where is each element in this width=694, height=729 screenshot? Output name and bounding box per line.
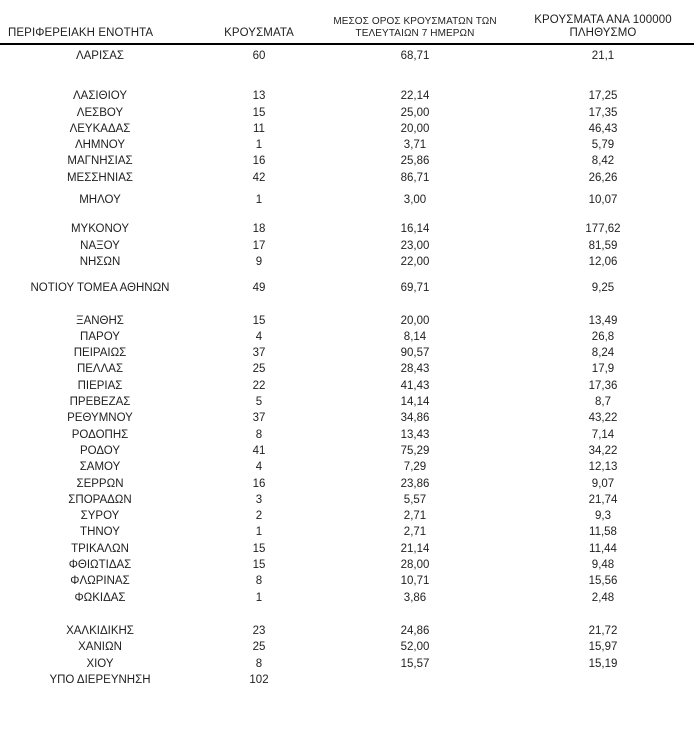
column-header-avg7-line2: ΤΕΛΕΥΤΑΙΩΝ 7 ΗΜΕΡΩΝ bbox=[355, 28, 475, 39]
table-row bbox=[0, 524, 694, 540]
table-row bbox=[0, 443, 694, 459]
per100k-cell: 26,8 bbox=[591, 330, 615, 343]
per100k-cell: 15,19 bbox=[588, 657, 618, 670]
cases-cell: 1 bbox=[255, 194, 263, 207]
region-cell: ΧΙΟΥ bbox=[86, 657, 114, 670]
region-cell: ΦΛΩΡΙΝΑΣ bbox=[70, 575, 130, 588]
cases-cell: 8 bbox=[255, 575, 263, 588]
table-row bbox=[0, 48, 694, 64]
cases-cell: 16 bbox=[252, 477, 266, 490]
per100k-cell: 13,49 bbox=[588, 314, 618, 327]
per100k-cell: 17,36 bbox=[588, 379, 618, 392]
cases-cell: 4 bbox=[255, 330, 263, 343]
region-cell: ΜΥΚΟΝΟΥ bbox=[70, 223, 130, 236]
per100k-cell: 10,07 bbox=[588, 194, 618, 207]
avg7-cell: 13,43 bbox=[400, 428, 430, 441]
table-row bbox=[0, 459, 694, 475]
per100k-cell: 17,9 bbox=[591, 363, 615, 376]
table-row bbox=[0, 137, 694, 153]
cases-cell: 4 bbox=[255, 461, 263, 474]
per100k-cell: 21,72 bbox=[588, 624, 618, 637]
region-cell: ΡΟΔΟΥ bbox=[79, 444, 121, 457]
per100k-cell: 21,74 bbox=[588, 493, 618, 506]
region-cell: ΠΑΡΟΥ bbox=[80, 330, 120, 343]
avg7-cell: 25,00 bbox=[400, 106, 430, 119]
avg7-cell: 7,29 bbox=[403, 461, 427, 474]
avg7-cell: 41,43 bbox=[400, 379, 430, 392]
per100k-cell: 5,79 bbox=[591, 139, 615, 152]
avg7-cell: 3,71 bbox=[403, 139, 427, 152]
column-header-cases: ΚΡΟΥΣΜΑΤΑ bbox=[224, 27, 294, 39]
region-cell: ΦΩΚΙΔΑΣ bbox=[74, 591, 126, 604]
region-cell: ΣΑΜΟΥ bbox=[79, 461, 121, 474]
per100k-cell: 8,42 bbox=[591, 155, 615, 168]
table-row bbox=[0, 427, 694, 443]
avg7-cell: 90,57 bbox=[400, 347, 430, 360]
per100k-cell: 2,48 bbox=[591, 591, 615, 604]
region-cell: ΤΡΙΚΑΛΩΝ bbox=[71, 542, 129, 555]
per100k-cell: 46,43 bbox=[588, 122, 618, 135]
region-cell: ΠΕΙΡΑΙΩΣ bbox=[73, 347, 127, 360]
table-row bbox=[0, 192, 694, 208]
column-header-avg7-line1: ΜΕΣΟΣ ΟΡΟΣ ΚΡΟΥΣΜΑΤΩΝ ΤΩΝ bbox=[333, 16, 497, 27]
cases-cell: 9 bbox=[255, 255, 263, 268]
cases-cell: 16 bbox=[252, 155, 266, 168]
avg7-cell: 28,43 bbox=[400, 363, 430, 376]
table-row bbox=[0, 170, 694, 186]
cases-cell: 3 bbox=[255, 493, 263, 506]
per100k-cell: 12,13 bbox=[588, 461, 618, 474]
table-row bbox=[0, 254, 694, 270]
region-cell: ΛΑΡΙΣΑΣ bbox=[75, 50, 125, 62]
table-row bbox=[0, 153, 694, 169]
table-row bbox=[0, 410, 694, 426]
per100k-cell: 43,22 bbox=[588, 412, 618, 425]
per100k-cell: 15,97 bbox=[588, 641, 618, 654]
region-cell: ΞΑΝΘΗΣ bbox=[76, 314, 124, 327]
table-row bbox=[0, 541, 694, 557]
table-row bbox=[0, 361, 694, 377]
avg7-cell: 20,00 bbox=[400, 122, 430, 135]
avg7-cell: 22,00 bbox=[400, 255, 430, 268]
per100k-cell: 9,3 bbox=[595, 510, 611, 523]
table-row bbox=[0, 394, 694, 410]
cases-cell: 1 bbox=[255, 139, 263, 152]
table-row bbox=[0, 280, 694, 296]
avg7-cell: 16,14 bbox=[400, 223, 430, 236]
cases-cell: 15 bbox=[252, 559, 266, 572]
avg7-cell: 52,00 bbox=[400, 641, 430, 654]
per100k-cell: 11,58 bbox=[589, 526, 617, 539]
avg7-cell: 28,00 bbox=[400, 559, 430, 572]
table-row bbox=[0, 345, 694, 361]
cases-cell: 23 bbox=[252, 624, 266, 637]
avg7-cell: 8,14 bbox=[403, 330, 427, 343]
avg7-cell: 20,00 bbox=[400, 314, 430, 327]
table-row bbox=[0, 105, 694, 121]
region-cell: ΣΥΡΟΥ bbox=[80, 510, 120, 523]
cases-cell: 2 bbox=[255, 510, 263, 523]
avg7-cell: 21,14 bbox=[400, 542, 430, 555]
cases-cell: 25 bbox=[252, 641, 266, 654]
table-row bbox=[0, 573, 694, 589]
cases-cell: 42 bbox=[252, 171, 266, 184]
region-cell: ΡΕΘΥΜΝΟΥ bbox=[67, 412, 133, 425]
avg7-cell: 2,71 bbox=[403, 510, 427, 523]
per100k-cell: 17,25 bbox=[588, 90, 618, 103]
cases-cell: 25 bbox=[252, 363, 266, 376]
table-row bbox=[0, 672, 694, 688]
table-row bbox=[0, 221, 694, 237]
avg7-cell: 23,86 bbox=[400, 477, 430, 490]
region-cell: ΛΕΥΚΑΔΑΣ bbox=[69, 122, 131, 135]
table-row bbox=[0, 508, 694, 524]
region-cell: ΥΠΟ ΔΙΕΡΕΥΝΗΣΗ bbox=[49, 673, 151, 686]
cases-cell: 15 bbox=[252, 106, 266, 119]
column-header-avg7 bbox=[318, 16, 512, 40]
column-header-per100k-line2: ΠΛΗΘΥΣΜΟ bbox=[569, 27, 637, 39]
avg7-cell: 68,71 bbox=[400, 50, 430, 62]
cases-cell: 37 bbox=[252, 412, 266, 425]
region-cell: ΛΗΜΝΟΥ bbox=[74, 139, 126, 152]
per100k-cell: 8,7 bbox=[595, 396, 611, 409]
avg7-cell: 86,71 bbox=[400, 171, 430, 184]
avg7-cell: 14,14 bbox=[400, 396, 430, 409]
avg7-cell: 3,86 bbox=[403, 591, 427, 604]
per100k-cell: 17,35 bbox=[588, 106, 618, 119]
avg7-cell: 69,71 bbox=[400, 282, 430, 295]
avg7-cell: 22,14 bbox=[400, 90, 430, 103]
per100k-cell: 26,26 bbox=[588, 171, 618, 184]
cases-cell: 17 bbox=[252, 239, 266, 252]
per100k-cell: 9,25 bbox=[591, 282, 615, 295]
column-header-per100k-line1: ΚΡΟΥΣΜΑΤΑ ΑΝΑ 100000 bbox=[534, 14, 672, 26]
region-cell: ΜΕΣΣΗΝΙΑΣ bbox=[66, 171, 134, 184]
per100k-cell: 8,24 bbox=[591, 347, 615, 360]
per100k-cell: 21,1 bbox=[591, 50, 615, 62]
region-cell: ΝΟΤΙΟΥ ΤΟΜΕΑ ΑΘΗΝΩΝ bbox=[30, 282, 170, 295]
cases-cell: 15 bbox=[252, 542, 266, 555]
per100k-cell: 9,07 bbox=[591, 477, 615, 490]
cases-cell: 13 bbox=[252, 90, 266, 103]
region-cell: ΝΗΣΩΝ bbox=[79, 255, 121, 268]
region-cell: ΧΑΛΚΙΔΙΚΗΣ bbox=[66, 624, 134, 637]
table-row bbox=[0, 590, 694, 606]
table-row bbox=[0, 639, 694, 655]
per100k-cell: 12,06 bbox=[588, 255, 618, 268]
cases-cell: 15 bbox=[252, 314, 266, 327]
per100k-cell: 34,22 bbox=[588, 444, 618, 457]
avg7-cell: 5,57 bbox=[403, 493, 427, 506]
region-cell: ΝΑΞΟΥ bbox=[80, 239, 120, 252]
region-cell: ΛΑΣΙΘΙΟΥ bbox=[72, 90, 128, 103]
table-row bbox=[0, 557, 694, 573]
table-row bbox=[0, 378, 694, 394]
column-header-region: ΠΕΡΙΦΕΡΕΙΑΚΗ ΕΝΟΤΗΤΑ bbox=[8, 27, 154, 39]
table-row bbox=[0, 623, 694, 639]
per100k-cell: 9,48 bbox=[591, 559, 615, 572]
avg7-cell: 23,00 bbox=[400, 239, 430, 252]
cases-cell: 18 bbox=[252, 223, 266, 236]
avg7-cell: 15,57 bbox=[400, 657, 430, 670]
table-row bbox=[0, 313, 694, 329]
avg7-cell: 10,71 bbox=[400, 575, 430, 588]
cases-cell: 8 bbox=[255, 657, 263, 670]
region-cell: ΜΗΛΟΥ bbox=[79, 194, 121, 207]
avg7-cell: 25,86 bbox=[400, 155, 430, 168]
per100k-cell: 15,56 bbox=[588, 575, 618, 588]
table-row bbox=[0, 656, 694, 672]
table-row bbox=[0, 329, 694, 345]
cases-cell: 1 bbox=[255, 591, 263, 604]
per100k-cell: 7,14 bbox=[591, 428, 615, 441]
cases-cell: 22 bbox=[252, 379, 266, 392]
region-cell: ΣΠΟΡΑΔΩΝ bbox=[68, 493, 132, 506]
per100k-cell: 81,59 bbox=[588, 239, 618, 252]
region-cell: ΧΑΝΙΩΝ bbox=[78, 641, 122, 654]
table-row bbox=[0, 492, 694, 508]
cases-cell: 5 bbox=[255, 396, 263, 409]
region-cell: ΠΙΕΡΙΑΣ bbox=[77, 379, 123, 392]
avg7-cell: 24,86 bbox=[400, 624, 430, 637]
avg7-cell: 34,86 bbox=[400, 412, 430, 425]
cases-cell: 1 bbox=[255, 526, 263, 539]
cases-cell: 60 bbox=[252, 50, 266, 62]
cases-cell: 102 bbox=[249, 673, 269, 686]
avg7-cell: 3,00 bbox=[403, 194, 427, 207]
region-cell: ΦΘΙΩΤΙΔΑΣ bbox=[68, 559, 132, 572]
table-body bbox=[0, 45, 694, 688]
cases-cell: 49 bbox=[252, 282, 266, 295]
per100k-cell: 11,44 bbox=[589, 542, 617, 555]
region-cell: ΛΕΣΒΟΥ bbox=[76, 106, 124, 119]
avg7-cell: 75,29 bbox=[400, 444, 430, 457]
column-header-per100k bbox=[512, 14, 694, 40]
table-row bbox=[0, 88, 694, 104]
region-cell: ΜΑΓΝΗΣΙΑΣ bbox=[67, 155, 133, 168]
table-header-row bbox=[0, 0, 694, 45]
cases-cell: 8 bbox=[255, 428, 263, 441]
cases-cell: 41 bbox=[252, 444, 266, 457]
region-cell: ΤΗΝΟΥ bbox=[80, 526, 120, 539]
table-row bbox=[0, 121, 694, 137]
region-cell: ΡΟΔΟΠΗΣ bbox=[71, 428, 129, 441]
per100k-cell: 177,62 bbox=[585, 223, 621, 236]
cases-cell: 11 bbox=[253, 122, 265, 135]
cases-cell: 37 bbox=[252, 347, 266, 360]
avg7-cell: 2,71 bbox=[403, 526, 427, 539]
region-cell: ΠΕΛΛΑΣ bbox=[76, 363, 124, 376]
table-row bbox=[0, 238, 694, 254]
region-cell: ΣΕΡΡΩΝ bbox=[76, 477, 124, 490]
region-cell: ΠΡΕΒΕΖΑΣ bbox=[69, 396, 131, 409]
table-row bbox=[0, 476, 694, 492]
